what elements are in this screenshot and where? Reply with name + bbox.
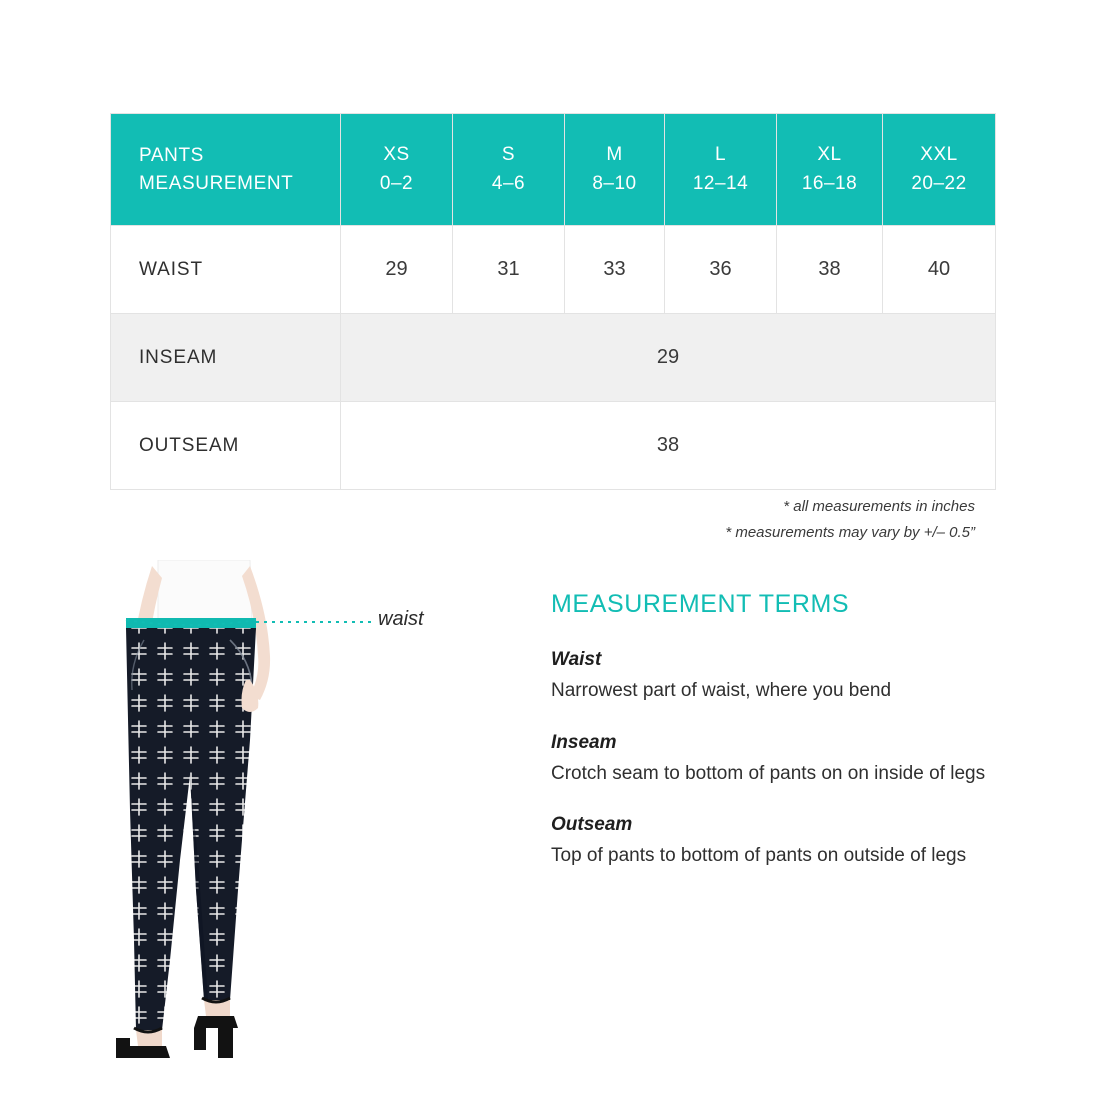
footnotes [110, 494, 975, 547]
cell-inseam-all: 29 [341, 314, 996, 402]
size-name: L [714, 144, 727, 165]
term-name-outseam: Outseam [551, 814, 633, 835]
row-label-waist: WAIST [111, 226, 341, 314]
size-range: 20–22 [911, 172, 967, 194]
cell-waist-xxl: 40 [883, 226, 996, 314]
term-definition-waist: Narrowest part of waist, where you bend [551, 680, 892, 701]
waist-callout-label: waist [378, 608, 424, 630]
header-measurement-label [111, 114, 341, 226]
term-definition-inseam: Crotch seam to bottom of pants on on inside of legs [551, 762, 986, 784]
model-illustration-svg [100, 560, 500, 1060]
table-row [111, 226, 996, 314]
cell-waist-xs: 29 [341, 226, 453, 314]
header-size-xxl [883, 114, 996, 226]
cell-waist-xl: 38 [777, 226, 883, 314]
table-row [111, 402, 996, 490]
row-label-outseam: OUTSEAM [111, 402, 341, 490]
size-table-container [110, 113, 975, 490]
model-illustration [100, 560, 500, 1060]
size-name: XL [817, 144, 842, 165]
size-range: 16–18 [801, 172, 858, 194]
cell-waist-s: 31 [453, 226, 565, 314]
measurement-terms-section [551, 590, 991, 897]
header-label-line1: PANTS [139, 144, 204, 166]
cell-outseam-all: 38 [341, 402, 996, 490]
term-outseam [551, 814, 991, 871]
size-name: XXL [920, 144, 958, 165]
header-size-m [565, 114, 665, 226]
header-size-xs [341, 114, 453, 226]
size-name: M [606, 144, 623, 165]
header-label-line2: MEASUREMENT [139, 172, 294, 194]
size-name: XS [383, 144, 410, 165]
size-range: 4–6 [491, 172, 526, 194]
cell-waist-m: 33 [565, 226, 665, 314]
term-definition-outseam: Top of pants to bottom of pants on outside of legs [551, 845, 967, 866]
row-label-inseam: INSEAM [111, 314, 341, 402]
term-name-waist: Waist [551, 649, 602, 670]
size-range: 12–14 [692, 172, 749, 194]
term-inseam [551, 732, 991, 789]
footnote-tolerance: * measurements may vary by +/– 0.5” [725, 524, 975, 542]
size-range: 0–2 [379, 172, 414, 194]
footnote-units: * all measurements in inches [783, 498, 975, 515]
measurement-terms-heading: MEASUREMENT TERMS [551, 590, 850, 618]
header-size-l [665, 114, 777, 226]
table-header-row [111, 114, 996, 226]
cell-waist-l: 36 [665, 226, 777, 314]
table-row [111, 314, 996, 402]
size-name: S [501, 144, 516, 165]
term-waist [551, 649, 991, 706]
header-size-xl [777, 114, 883, 226]
size-table [110, 113, 996, 490]
term-name-inseam: Inseam [551, 731, 617, 753]
header-size-s [453, 114, 565, 226]
size-range: 8–10 [592, 172, 637, 194]
